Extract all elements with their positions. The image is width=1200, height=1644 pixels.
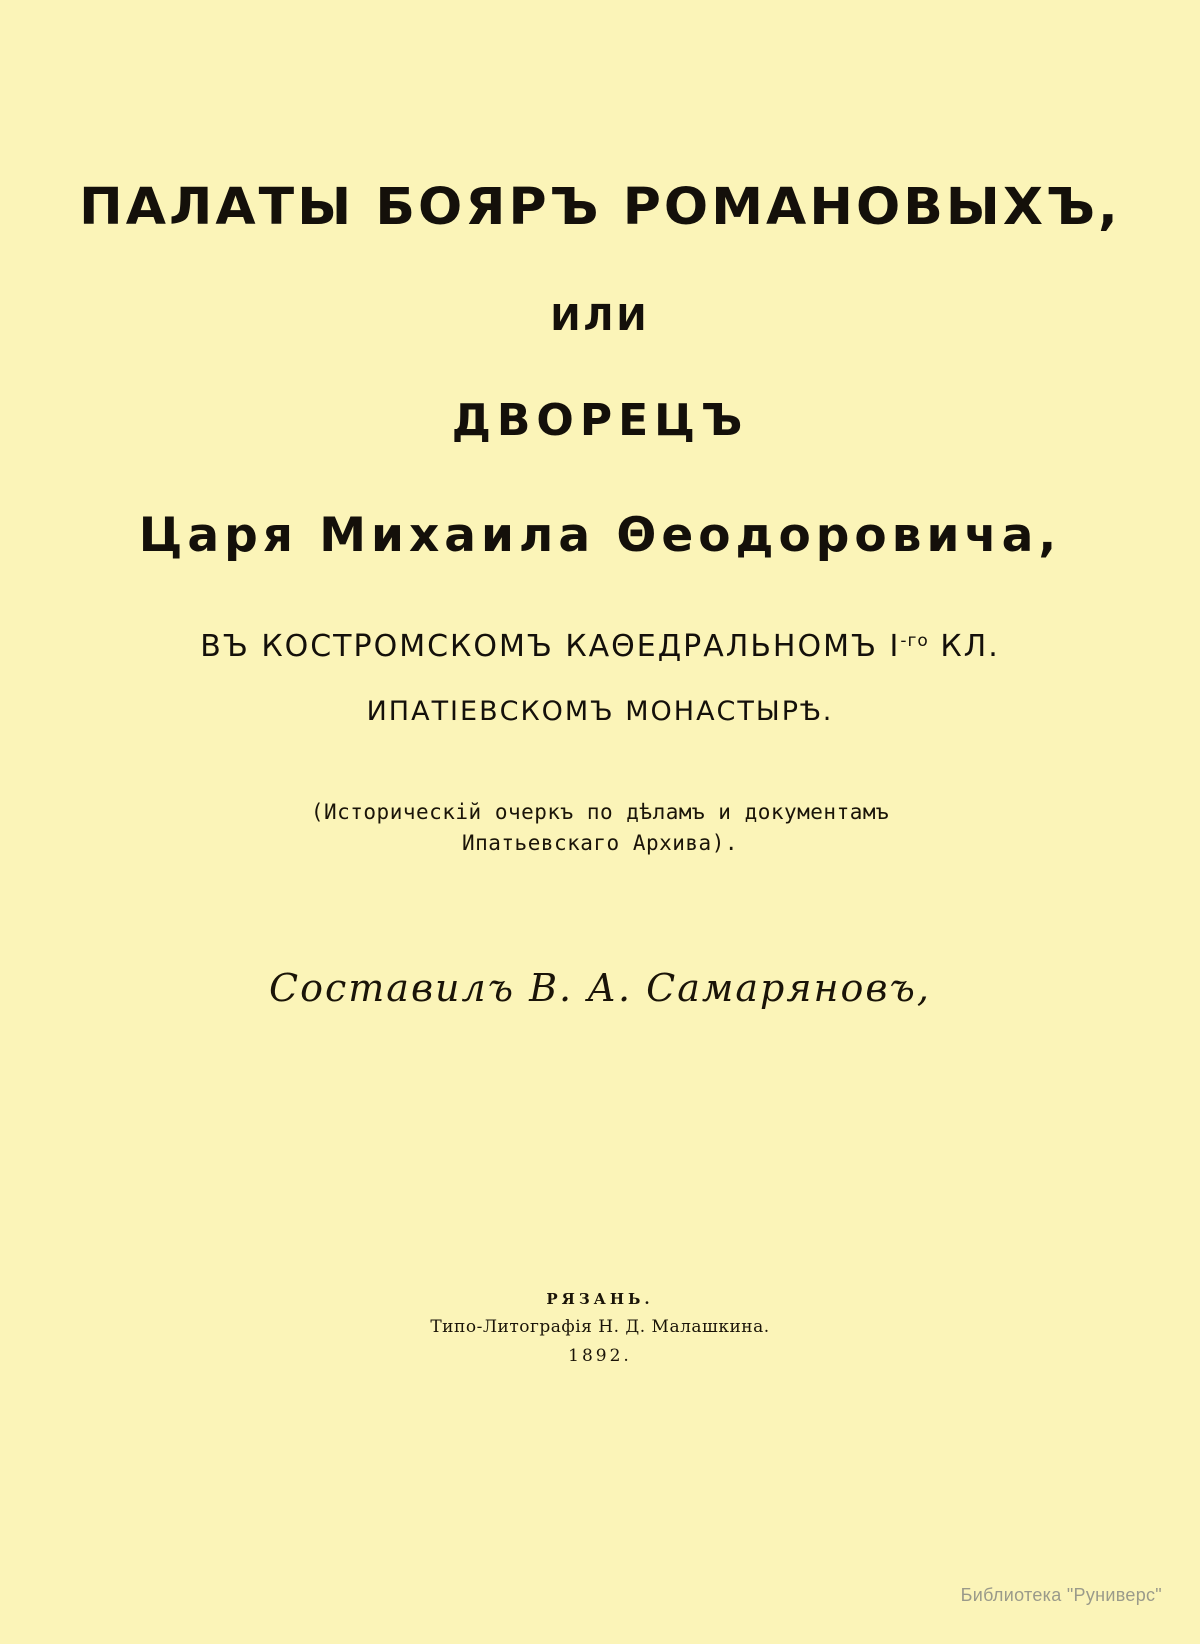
title-block (0, 180, 1200, 1010)
note-line-1: (Историческiй очеркъ по дѣламъ и документамъ (310, 800, 890, 825)
book-subtitle-line-2: ИПАТIЕВСКОМЪ МОНАСТЫРѢ. (366, 696, 834, 728)
parenthetical-note (0, 797, 1200, 858)
subtitle-tail-text: КЛ. (928, 629, 1000, 665)
subtitle-main-text: ВЪ КОСТРОМСКОМЪ КАΘЕДРАЛЬНОМЪ I (200, 629, 901, 665)
note-line-2: Ипатьевскаго Архива). (461, 830, 738, 855)
imprint-year: 1892. (568, 1346, 632, 1366)
book-title-line-3: ДВОРЕЦЪ (451, 395, 749, 447)
book-title-line-1: ПАЛАТЫ БОЯРЪ РОМАНОВЫХЪ, (79, 178, 1121, 237)
imprint-block (0, 1290, 1200, 1366)
imprint-city: РЯЗАНЬ. (546, 1290, 654, 1308)
book-title-line-2: ИЛИ (550, 298, 650, 340)
author-statement: Составилъ В. А. Самаряновъ, (269, 965, 931, 1010)
book-subtitle-line-1 (0, 629, 1200, 664)
book-title-line-4: Царя Михаила Θеодоровича, (138, 508, 1062, 564)
subtitle-superscript: -го (900, 631, 929, 652)
library-watermark: Библиотека "Руниверс" (960, 1585, 1162, 1605)
imprint-printer: Типо-Литографiя Н. Д. Малашкина. (430, 1317, 770, 1337)
